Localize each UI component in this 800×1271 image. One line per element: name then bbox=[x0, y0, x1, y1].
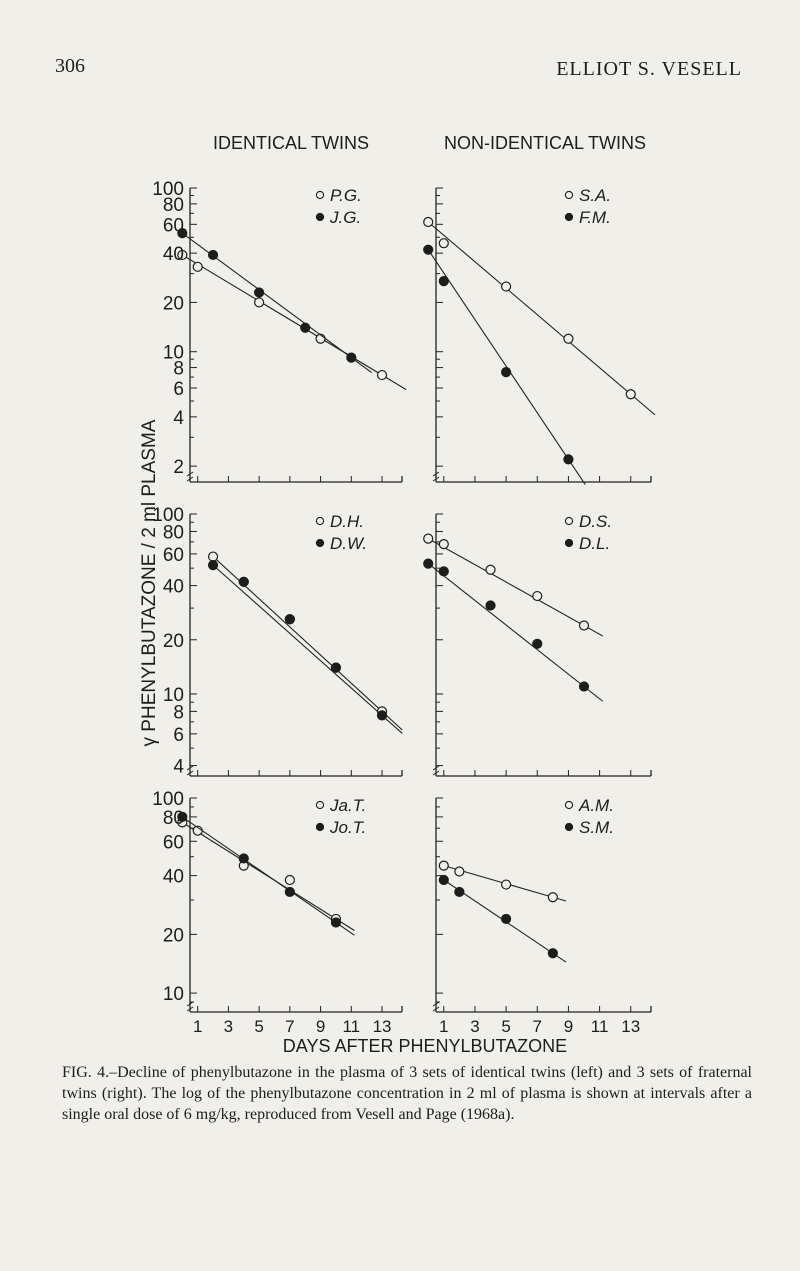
legend-label: P.G. bbox=[330, 186, 362, 205]
y-tick-label: 80 bbox=[162, 194, 184, 216]
data-point-open bbox=[424, 217, 433, 226]
legend-label: Ja.T. bbox=[330, 796, 367, 815]
y-tick-label: 40 bbox=[162, 244, 184, 266]
data-point-filled bbox=[502, 914, 511, 923]
data-point-filled bbox=[331, 663, 340, 672]
data-point-open bbox=[378, 371, 387, 380]
column-title-nonidentical: NON-IDENTICAL TWINS bbox=[443, 133, 647, 153]
y-tick-label: 40 bbox=[162, 866, 184, 888]
panel-identical-3 bbox=[178, 798, 402, 1012]
data-point-open bbox=[548, 893, 557, 902]
x-axis-label: DAYS AFTER PHENYLBUTAZONE bbox=[282, 1036, 568, 1056]
data-point-filled bbox=[239, 854, 248, 863]
data-point-open bbox=[533, 592, 542, 601]
data-point-filled bbox=[347, 353, 356, 362]
data-point-filled bbox=[533, 639, 542, 648]
data-point-filled bbox=[455, 887, 464, 896]
legend-label: D.H. bbox=[330, 512, 364, 531]
data-point-open bbox=[193, 262, 202, 271]
x-tick-label: 7 bbox=[285, 1017, 295, 1036]
data-point-filled bbox=[239, 577, 248, 586]
legend-marker bbox=[565, 801, 572, 808]
legend-label: S.A. bbox=[579, 186, 612, 205]
data-point-open bbox=[486, 565, 495, 574]
data-point-filled bbox=[502, 368, 511, 377]
series-line-0 bbox=[428, 539, 602, 636]
x-tick-label: 11 bbox=[342, 1017, 361, 1036]
legend-marker bbox=[316, 213, 323, 220]
data-point-filled bbox=[548, 949, 557, 958]
y-tick-label: 10 bbox=[162, 684, 184, 706]
legend-marker bbox=[565, 191, 572, 198]
x-tick-label: 13 bbox=[372, 1017, 392, 1036]
y-tick-label: 20 bbox=[162, 293, 184, 315]
x-tick-label: 5 bbox=[254, 1017, 264, 1036]
data-point-filled bbox=[424, 559, 433, 568]
x-tick-label: 11 bbox=[590, 1017, 609, 1036]
series-line-1 bbox=[428, 564, 602, 702]
y-tick-label: 8 bbox=[173, 358, 184, 380]
data-point-open bbox=[564, 334, 573, 343]
y-tick-label: 4 bbox=[173, 756, 184, 778]
series-line-0 bbox=[182, 255, 406, 390]
legend-marker bbox=[316, 191, 323, 198]
data-point-filled bbox=[285, 615, 294, 624]
data-point-filled bbox=[486, 601, 495, 610]
legend-marker bbox=[316, 801, 323, 808]
running-head: ELLIOT S. VESELL bbox=[556, 58, 742, 80]
y-tick-label: 60 bbox=[162, 832, 184, 854]
x-tick-label: 9 bbox=[563, 1017, 574, 1036]
legend-marker bbox=[565, 517, 572, 524]
data-point-filled bbox=[331, 918, 340, 927]
y-tick-label: 60 bbox=[162, 544, 184, 566]
y-tick-label: 4 bbox=[173, 407, 184, 429]
legend-marker bbox=[565, 213, 572, 220]
data-point-filled bbox=[209, 250, 218, 259]
data-point-filled bbox=[424, 245, 433, 254]
y-tick-label: 100 bbox=[152, 179, 184, 200]
legend-label: D.W. bbox=[330, 534, 368, 553]
x-tick-label: 9 bbox=[315, 1017, 326, 1036]
y-tick-label: 6 bbox=[173, 379, 184, 401]
legend-label: Jo.T. bbox=[330, 818, 367, 837]
panel-identical-2 bbox=[187, 514, 402, 776]
legend-marker bbox=[316, 517, 323, 524]
legend-label: S.M. bbox=[579, 818, 614, 837]
data-point-open bbox=[502, 880, 511, 889]
x-tick-label: 13 bbox=[621, 1017, 641, 1036]
data-point-filled bbox=[439, 277, 448, 286]
legend-marker bbox=[565, 823, 572, 830]
series-line-0 bbox=[428, 222, 655, 415]
y-tick-label: 100 bbox=[152, 789, 184, 810]
legend-marker bbox=[565, 539, 572, 546]
x-tick-label: 3 bbox=[223, 1017, 234, 1036]
data-point-open bbox=[502, 282, 511, 291]
data-point-open bbox=[455, 867, 464, 876]
data-point-filled bbox=[285, 887, 294, 896]
data-point-filled bbox=[301, 323, 310, 332]
x-tick-label: 3 bbox=[470, 1017, 480, 1036]
legend-marker bbox=[316, 539, 323, 546]
data-point-filled bbox=[580, 682, 589, 691]
y-tick-label: 60 bbox=[162, 215, 184, 237]
data-point-open bbox=[255, 298, 264, 307]
x-tick-label: 1 bbox=[439, 1017, 449, 1036]
panel-nonidentical-3 bbox=[433, 798, 651, 1012]
data-point-open bbox=[424, 534, 433, 543]
page-number: 306 bbox=[55, 55, 85, 77]
series-line-1 bbox=[213, 565, 402, 733]
figure-caption: FIG. 4.–Decline of phenylbutazone in the plasma of 3 sets of identical twins (left) and 3 sets of fraternal twins (right). The log of the phenylbutazone concentration in 2 ml of plasma is shown at intervals after a single oral dose of 6 mg/kg, reproduced from Vesell and Page (1968a). bbox=[62, 1064, 752, 1123]
y-tick-label: 10 bbox=[162, 342, 184, 364]
x-tick-label: 5 bbox=[501, 1017, 511, 1036]
data-point-open bbox=[580, 621, 589, 630]
legend-label: J.G. bbox=[330, 208, 362, 227]
data-point-open bbox=[439, 239, 448, 248]
legend-marker bbox=[316, 823, 323, 830]
data-point-filled bbox=[439, 567, 448, 576]
data-point-filled bbox=[439, 875, 448, 884]
column-title-identical: IDENTICAL TWINS bbox=[212, 133, 370, 153]
y-tick-label: 40 bbox=[162, 576, 184, 598]
data-point-open bbox=[439, 540, 448, 549]
legend-label: A.M. bbox=[579, 796, 614, 815]
y-tick-label: 20 bbox=[162, 925, 184, 947]
data-point-filled bbox=[378, 711, 387, 720]
legend-label: D.S. bbox=[579, 512, 613, 531]
y-tick-label: 8 bbox=[173, 702, 184, 724]
data-point-open bbox=[285, 875, 294, 884]
series-line-1 bbox=[182, 817, 354, 935]
data-point-open bbox=[439, 861, 448, 870]
data-point-open bbox=[209, 552, 218, 561]
y-axis-label: γ PHENYLBUTAZONE / 2 ml PLASMA bbox=[139, 419, 160, 747]
legend-label: D.L. bbox=[579, 534, 611, 553]
data-point-filled bbox=[209, 561, 218, 570]
data-point-filled bbox=[255, 288, 264, 297]
panel-nonidentical-1 bbox=[424, 188, 655, 485]
y-tick-label: 10 bbox=[162, 984, 184, 1006]
data-point-open bbox=[626, 390, 635, 399]
y-tick-label: 80 bbox=[162, 807, 184, 829]
y-tick-label: 20 bbox=[162, 630, 184, 652]
panel-nonidentical-2 bbox=[424, 514, 651, 776]
y-tick-label: 100 bbox=[152, 505, 184, 526]
y-tick-label: 6 bbox=[173, 724, 184, 746]
y-tick-label: 80 bbox=[162, 522, 184, 544]
x-tick-label: 1 bbox=[192, 1017, 203, 1036]
panel-identical-1 bbox=[178, 188, 406, 482]
y-tick-label: 2 bbox=[173, 457, 184, 479]
x-tick-label: 7 bbox=[532, 1017, 543, 1036]
legend-label: F.M. bbox=[579, 208, 611, 227]
data-point-filled bbox=[564, 455, 573, 464]
